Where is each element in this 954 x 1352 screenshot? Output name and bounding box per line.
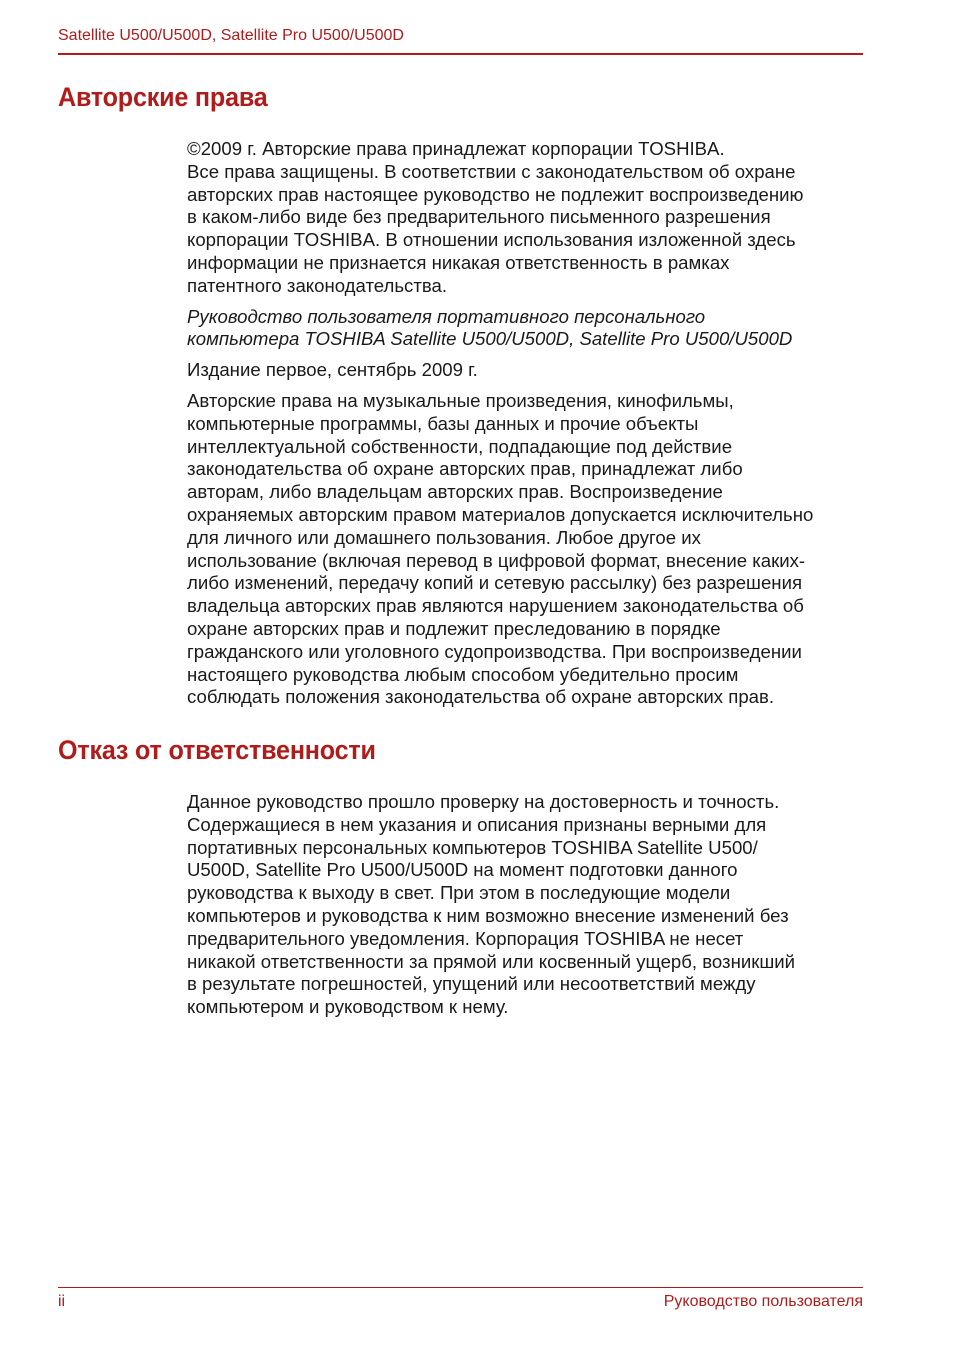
disclaimer-paragraph: Данное руководство прошло проверку на достоверность и точность. Содержащиеся в нем указания и описания признаны верными для портативных персональных компьютеров TOSHIBA Satellite U500/ U500D, Satellite Pro U500/U500D на момент подготовки данного руководства к выходу в свет. При этом в последующие модели компьютеров и руководства к ним возможно внесение изменений без предварительного уведомления. Корпорация TOSHIBA не несет никакой ответственности за прямой или косвенный ущерб, возникший в результате погрешностей, упущений или несоответствий между компьютером и руководством к нему. xyxy=(187,791,796,1018)
page-number: ii xyxy=(58,1293,66,1310)
copyright-paragraph: ©2009 г. Авторские права принадлежат корпорации TOSHIBA. Все права защищены. В соответствии с законодательством об охране авторских прав настоящее руководство не подлежит воспроизведению в каком-либо виде без предварительного письменного разрешения корпорации TOSHIBA. В отношении использования изложенной здесь информации не признается никакая ответственность в рамках патентного законодательства. xyxy=(187,138,804,296)
footer-label: Руководство пользователя xyxy=(663,1293,863,1310)
manual-title-paragraph: Руководство пользователя портативного персонального компьютера TOSHIBA Satellite U500/U500D, Satellite Pro U500/U500D xyxy=(187,305,793,350)
section-heading-copyright: Авторские права xyxy=(58,82,268,112)
edition-paragraph: Издание первое, сентябрь 2009 г. xyxy=(187,359,478,381)
disclaimer-body xyxy=(187,791,877,1027)
running-header: Satellite U500/U500D, Satellite Pro U500/U500D xyxy=(58,27,404,44)
header-divider xyxy=(58,53,863,55)
copyright-body xyxy=(187,138,877,717)
ip-rights-paragraph: Авторские права на музыкальные произведения, кинофильмы, компьютерные программы, базы данных и прочие объекты интеллектуальной собственности, подпадающие под действие законодательства об охране авторских прав, принадлежат либо авторам, либо владельцам авторских прав. Воспроизведение охраняемых авторским правом материалов допускается исключительно для личного или домашнего пользования. Любое другое их использование (включая перевод в цифровой формат, внесение каких- либо изменений, передачу копий и сетевую рассылку) без разрешения владельца авторских прав являются нарушением законодательства об охране авторских прав и подлежит преследованию в порядке гражданского или уголовного судопроизводства. При воспроизведении настоящего руководства любым способом убедительно просим соблюдать положения законодательства об охране авторских прав. xyxy=(187,389,814,708)
section-heading-disclaimer: Отказ от ответственности xyxy=(58,735,376,765)
footer-divider xyxy=(58,1287,863,1288)
